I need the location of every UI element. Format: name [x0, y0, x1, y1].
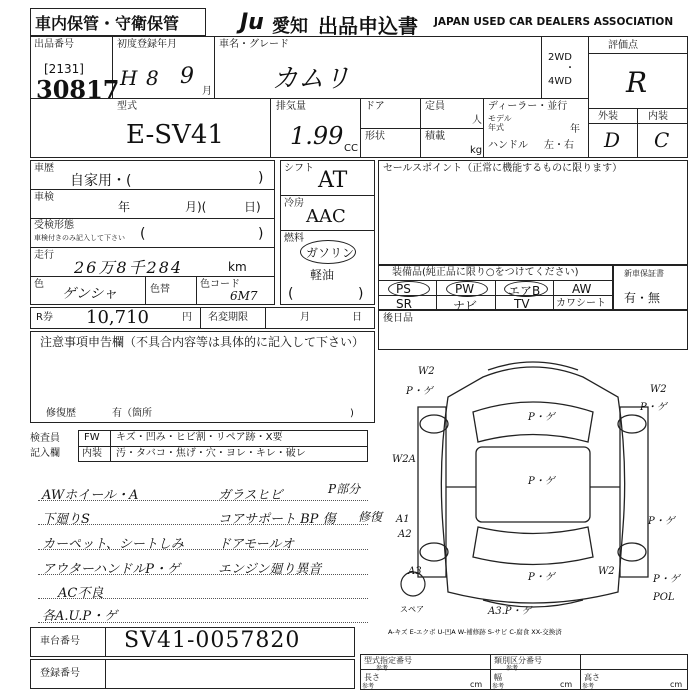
diagram-mark: P・ゲ [528, 412, 555, 423]
mileage-value: 26万8千284 [74, 258, 184, 277]
height-label: 高さ [584, 673, 600, 682]
diagram-mark: A3 [408, 566, 422, 577]
chassis-label: 車台番号 [40, 636, 80, 647]
shift-value: AT [318, 168, 348, 193]
diagram-mark: P・ゲ [528, 572, 555, 583]
interior-grade: C [654, 128, 670, 152]
fuel-label: 燃料 [284, 233, 304, 244]
spare-label: スペア [400, 605, 424, 614]
color-code-label: 色コード [200, 279, 240, 290]
type-number-label: 型式指定番号 [364, 656, 412, 665]
color-code: 6M7 [230, 289, 258, 303]
ju-logo: Ju [240, 10, 264, 35]
diagram-mark: P・ゲ [640, 402, 667, 413]
handle-label: ハンドル [488, 140, 528, 151]
repair-label: 修復歴 [46, 408, 76, 419]
after-items-label: 後日品 [383, 313, 413, 324]
era: H [120, 66, 138, 90]
ac-value: AAC [306, 206, 346, 227]
inspection-label: 車検 [34, 192, 54, 203]
fuel-diesel: 軽油 [310, 268, 335, 282]
model-code: E-SV41 [126, 120, 224, 150]
lot-bracket: [2131] [44, 62, 84, 76]
color-label: 色 [34, 279, 44, 290]
color-change-label: 色替 [150, 284, 170, 295]
note-left-2: 下廻りS [42, 512, 90, 527]
fw-items: キズ・凹み・ヒビ割・リペア跡・X要 [116, 432, 283, 443]
recycle-value: 10,710 [86, 307, 149, 328]
car-name: カムリ [272, 64, 351, 94]
front-bumper [488, 362, 578, 370]
diagram-mark: P・ゲ [648, 516, 675, 527]
receive-note: 車検付きのみ記入して下さい [34, 234, 125, 242]
ac-label: 冷房 [284, 198, 304, 209]
dealer-label: ディーラー・並行 [488, 101, 568, 112]
storage-title: 車内保管・守衛保管 [30, 8, 206, 36]
door-label: ドア [365, 101, 385, 112]
diagram-mark: A2 [398, 529, 412, 540]
note-left-6: 各A.U.P・ゲ [42, 609, 118, 624]
equip-pw: PW [455, 282, 475, 296]
receive-label: 受検形態 [34, 220, 74, 231]
class-number-label: 類別区分番号 [494, 656, 542, 665]
inspector-label: 検査員 [30, 433, 60, 444]
car-damage-diagram [378, 352, 688, 642]
handle-value: 左・右 [544, 140, 574, 151]
deadline-label: 名変期限 [208, 312, 248, 323]
year-unit: 年 [570, 124, 580, 135]
ps-circle [388, 281, 430, 297]
note-right-2: コアサポート BP 傷 [218, 512, 336, 527]
exterior-label: 外装 [598, 111, 618, 122]
capacity-label: 定員 [425, 101, 445, 112]
year-label: 年式 [488, 123, 504, 132]
chassis-number: SV41-0057820 [124, 628, 301, 653]
cc-unit: CC [344, 143, 358, 154]
note-right-1: ガラスヒビ [218, 488, 283, 503]
note-right-4: エンジン廻り異音 [218, 562, 322, 577]
note-right-extra-2: 修復 [358, 510, 383, 524]
note-right-3: ドアモールオ [218, 537, 295, 552]
capacity-unit: 人 [472, 115, 482, 126]
note-left-3: カーペット、シートしみ [42, 537, 184, 552]
history-label: 車歴 [34, 163, 54, 174]
diagram-mark: P・ゲ [406, 386, 433, 397]
interior-label: 内装 [648, 111, 668, 122]
load-label: 積載 [425, 131, 445, 142]
sales-point-label: セールスポイント（正常に機能するものに限ります） [383, 163, 623, 174]
diagram-mark: W2 [418, 366, 435, 377]
note-left-1: AWホイール・A [42, 488, 139, 503]
notes-label: 注意事項申告欄（不具合内容等は具体的に記入して下さい） [40, 335, 365, 349]
reg-month: 9 [180, 64, 194, 89]
wheel-rear-left [420, 543, 448, 561]
rear-window [473, 527, 593, 565]
warranty-value: 有・無 [624, 291, 661, 305]
model-label: 型式 [117, 101, 137, 112]
recycle-label: R券 [36, 312, 53, 323]
history-value: 自家用・( [70, 173, 132, 189]
equip-power-seat: カワシート [556, 298, 606, 309]
doc-title: 出品申込書 [318, 14, 418, 38]
exterior-grade: D [604, 128, 621, 152]
reg-year: 8 [146, 66, 159, 90]
sales-point-box [378, 160, 688, 265]
width-label: 幅 [494, 673, 502, 682]
kg-unit: kg [470, 145, 483, 156]
model-year-label: モデル [488, 114, 512, 123]
equip-navi: ナビ [453, 299, 478, 313]
wheel-front-left [420, 415, 448, 433]
diagram-mark: A3.P・ゲ [488, 606, 532, 617]
wheel-rear-right [618, 543, 646, 561]
diagram-mark: P・ゲ [528, 476, 555, 487]
lot-label: 出品番号 [34, 39, 74, 50]
equip-tv: TV [514, 297, 530, 311]
lot-number: 30817 [36, 75, 120, 104]
diagram-mark: W2A [392, 454, 416, 465]
warranty-label: 新車保証書 [624, 269, 664, 278]
pw-circle [446, 281, 488, 297]
equip-ps: PS [396, 282, 411, 296]
equip-sr: SR [396, 297, 412, 311]
airbag-circle [504, 281, 548, 297]
equipment-label: 装備品(純正品に限り○をつけてください) [392, 267, 579, 278]
mileage-label: 走行 [34, 250, 54, 261]
diagram-mark: A1 [396, 514, 410, 525]
equip-aw: AW [572, 282, 592, 296]
wheel-front-right [618, 415, 646, 433]
interior-items: 汚・タバコ・焦げ・穴・ヨレ・キレ・破レ [116, 448, 306, 459]
association-name: JAPAN USED CAR DEALERS ASSOCIATION [434, 16, 674, 28]
recycle-row [30, 307, 375, 329]
inspector-label-2: 記入欄 [30, 448, 60, 459]
displacement-value: 1.99 [290, 122, 344, 150]
note-left-4: アウターハンドルP・ゲ [42, 562, 180, 577]
equip-airbag: エアB [508, 284, 541, 298]
score-value: R [626, 66, 648, 99]
length-label: 長さ [364, 673, 380, 682]
shape-label: 形状 [365, 131, 385, 142]
displacement-label: 排気量 [276, 101, 306, 112]
after-items-box [378, 310, 688, 350]
diagram-mark: W2 [598, 566, 615, 577]
note-left-5: AC不良 [58, 586, 104, 601]
org-name: 愛知 [272, 16, 308, 37]
fuel-gas: ガソリン [306, 246, 355, 260]
score-label: 評価点 [608, 40, 638, 51]
shift-label: シフト [284, 163, 314, 174]
name-label: 車名・グレード [219, 39, 289, 50]
registration-label: 登録番号 [40, 668, 80, 679]
drive-2wd: 2WD [548, 52, 572, 63]
diagram-mark: W2 [650, 384, 667, 395]
first-reg-label: 初度登録年月 [117, 39, 177, 50]
diagram-mark: POL [653, 592, 675, 603]
color-value: ゲンシャ [62, 286, 118, 302]
note-right-extra-1: P部分 [328, 482, 361, 496]
repair-value: 有（箇所 [112, 408, 152, 419]
month-unit: 月 [202, 86, 212, 97]
damage-legend: A-キズ E-エクボ U-凹A W-補修跡 S-サビ C-腐食 XX-交換済 [388, 628, 562, 636]
diagram-mark: P・ゲ [653, 574, 680, 585]
drive-4wd: 4WD [548, 76, 572, 87]
